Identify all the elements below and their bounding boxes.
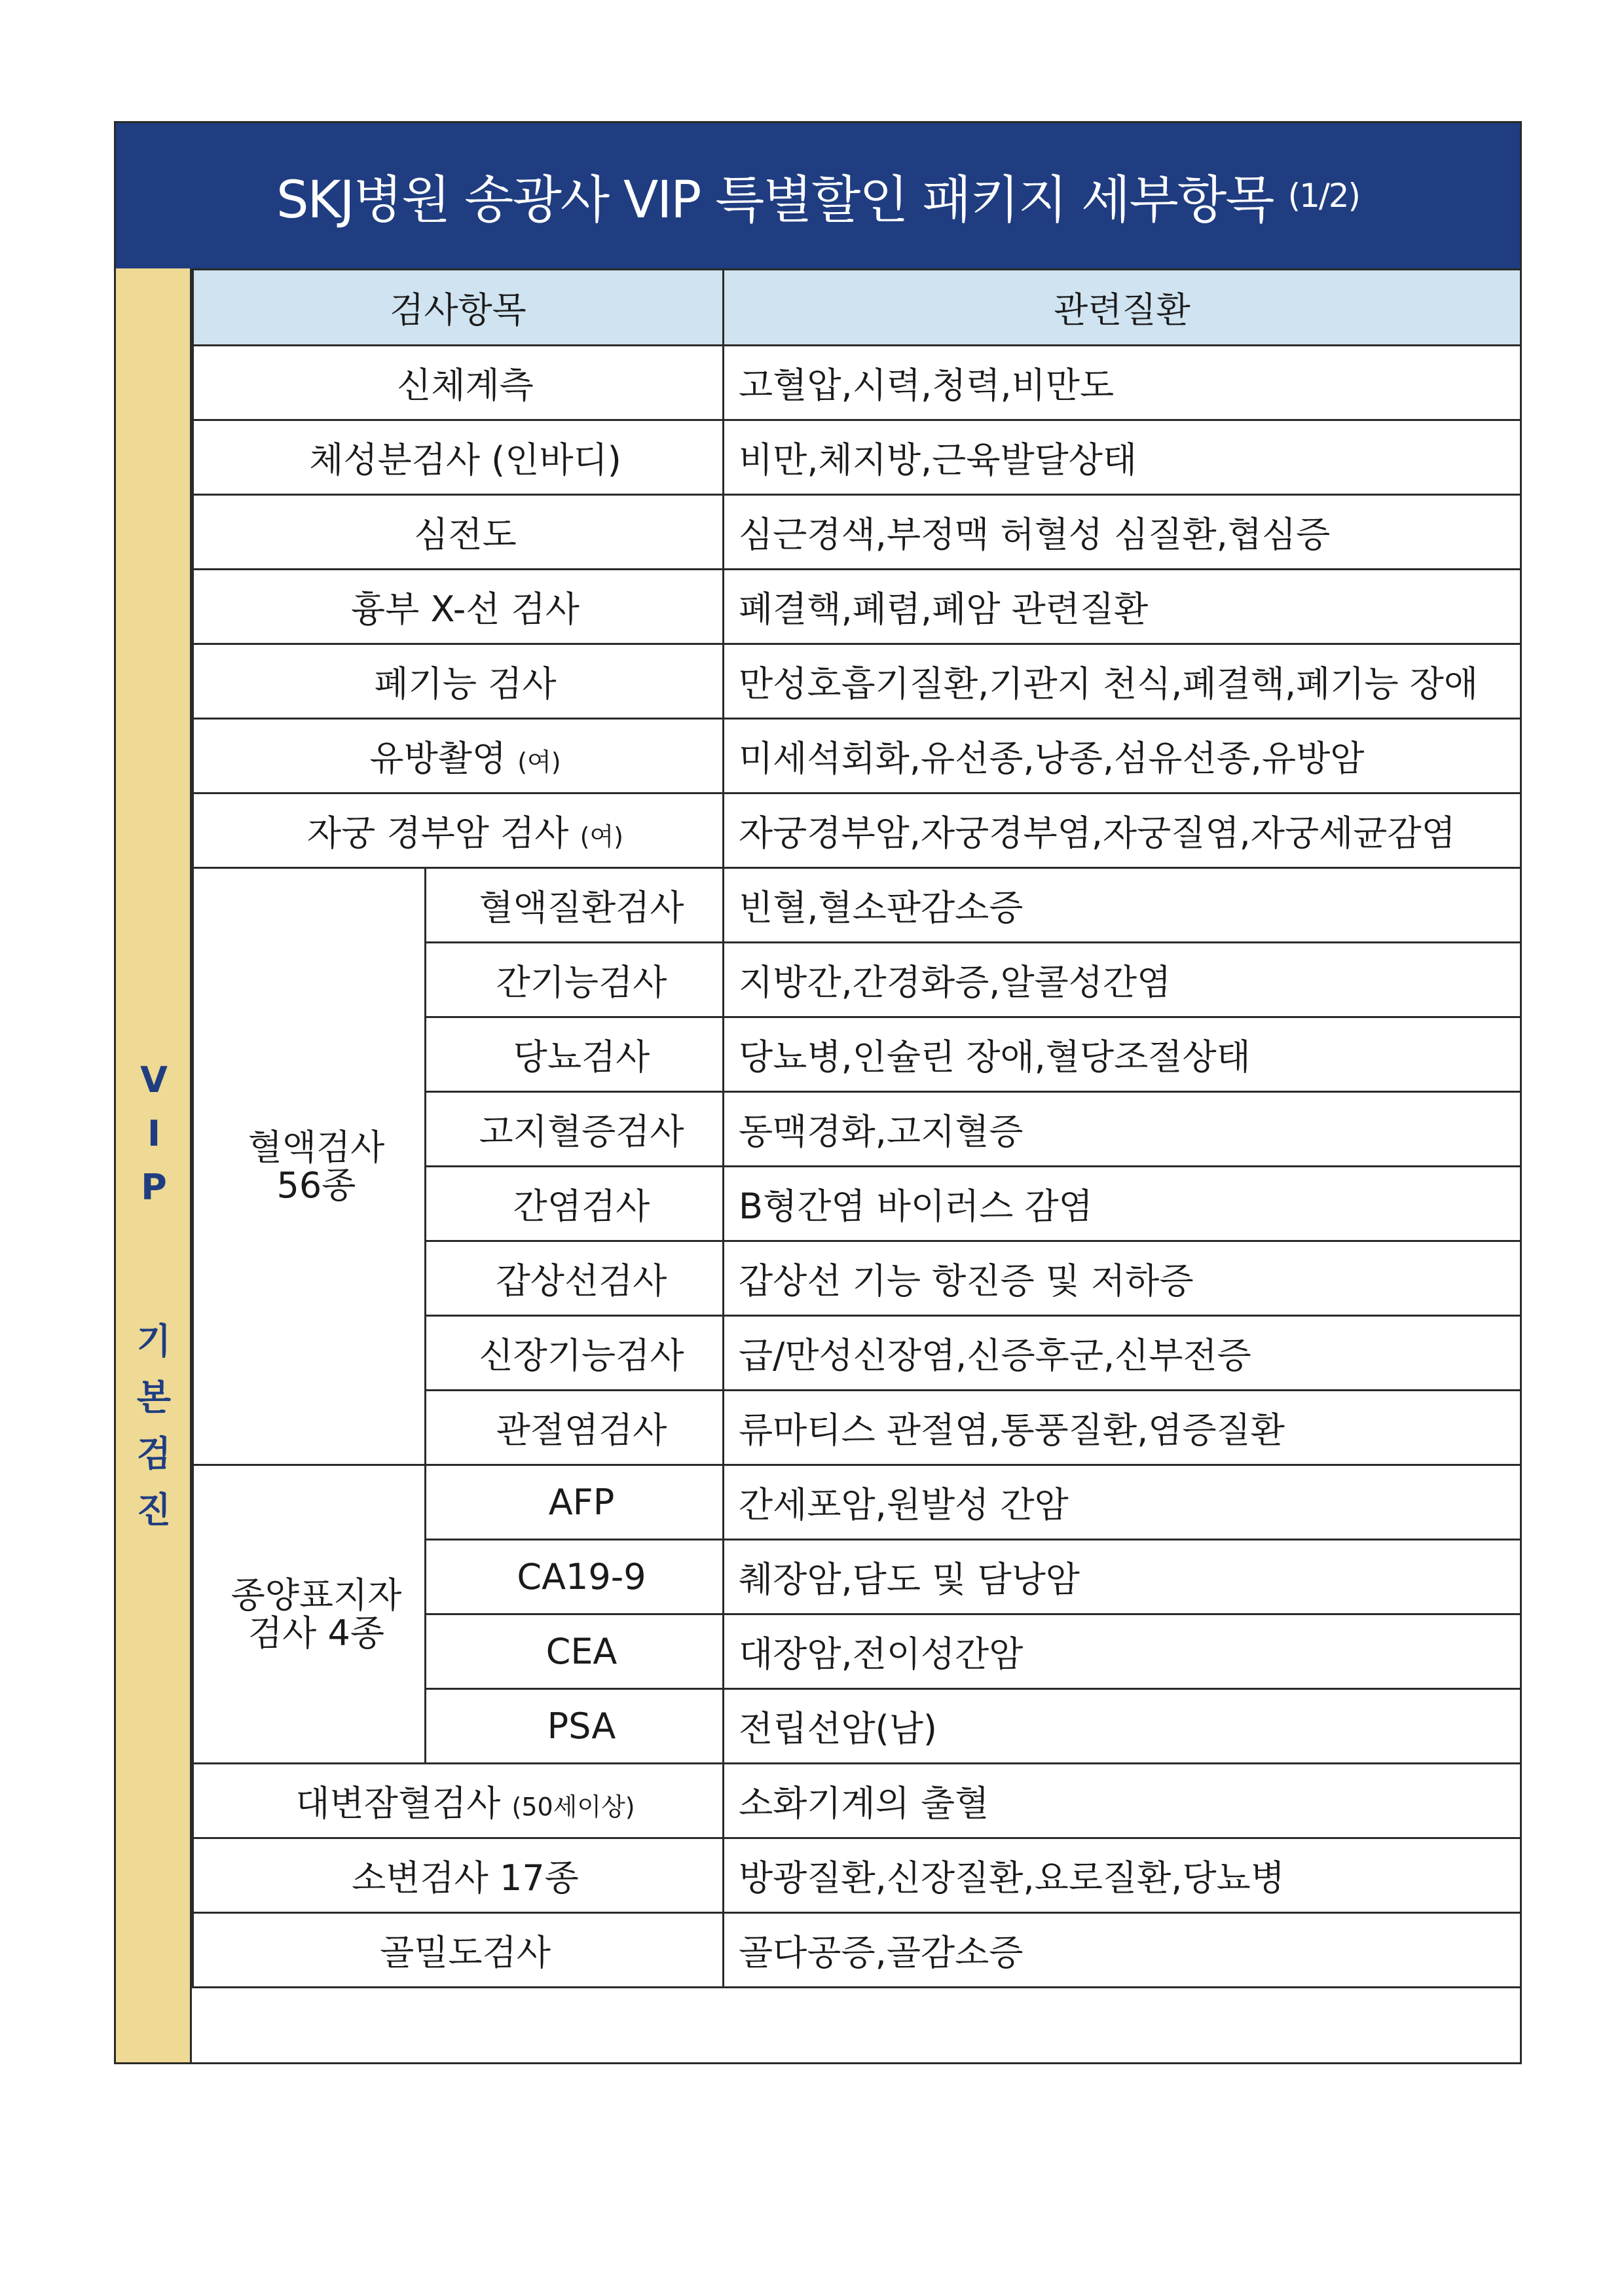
- table-row: [193, 495, 1521, 570]
- item-cell: 간기능검사: [426, 943, 724, 1017]
- disease-cell: 동맥경화,고지혈증: [724, 1092, 1521, 1167]
- item-cell: 관절염검사: [426, 1391, 724, 1465]
- table-row: [193, 719, 1521, 793]
- disease-cell: 고혈압,시력,청력,비만도: [724, 346, 1521, 420]
- disease-cell: 방광질환,신장질환,요로질환,당뇨병: [724, 1838, 1521, 1913]
- disease-cell: 급/만성신장염,신증후군,신부전증: [724, 1316, 1521, 1391]
- disease-cell: 골다공증,골감소증: [724, 1913, 1521, 1988]
- item-cell: [193, 793, 724, 868]
- item-cell: 당뇨검사: [426, 1017, 724, 1092]
- title-page-indicator: (1/2): [1287, 177, 1360, 215]
- item-cell: CEA: [426, 1614, 724, 1689]
- disease-cell: 소화기계의 출혈: [724, 1764, 1521, 1838]
- title-main: SKJ병원 송광사 VIP 특별할인 패키지 세부항목: [276, 171, 1274, 230]
- item-cell: CA19-9: [426, 1540, 724, 1614]
- disease-cell: 간세포암,원발성 간암: [724, 1465, 1521, 1540]
- table-row: [193, 644, 1521, 719]
- side-letter: P: [141, 1167, 167, 1208]
- disease-cell: 만성호흡기질환,기관지 천식,폐결핵,폐기능 장애: [724, 644, 1521, 719]
- disease-cell: 심근경색,부정맥 허혈성 심질환,협심증: [724, 495, 1521, 570]
- disease-cell: 갑상선 기능 항진증 및 저하증: [724, 1241, 1521, 1316]
- page-title: [116, 123, 1520, 268]
- item-cell: [193, 719, 724, 793]
- item-label: 흉부 X-선 검사: [351, 589, 580, 630]
- checkup-table: [192, 268, 1522, 1988]
- disease-cell: 췌장암,담도 및 담낭암: [724, 1540, 1521, 1614]
- group-label-line: 검사 4종: [248, 1612, 384, 1654]
- table-row: [193, 1913, 1521, 1988]
- table-row: [193, 1465, 1521, 1540]
- item-cell: [193, 495, 724, 570]
- side-letter: 진: [136, 1489, 172, 1531]
- header-disease: 관련질환: [724, 270, 1521, 346]
- item-cell: [193, 1838, 724, 1913]
- header-item: 검사항목: [193, 270, 724, 346]
- item-cell: 간염검사: [426, 1167, 724, 1241]
- item-cell: [193, 420, 724, 495]
- item-label: 신체계측: [397, 365, 534, 406]
- disease-cell: 미세석회화,유선종,낭종,섬유선종,유방암: [724, 719, 1521, 793]
- item-cell: 신장기능검사: [426, 1316, 724, 1391]
- blood-test-group-label: [193, 868, 426, 1465]
- disease-cell: 자궁경부암,자궁경부염,자궁질염,자궁세균감염: [724, 793, 1521, 868]
- item-label: 체성분검사 (인바디): [309, 439, 621, 481]
- group-label-line: 56종: [276, 1164, 356, 1206]
- item-cell: PSA: [426, 1689, 724, 1764]
- side-letter: 기: [136, 1321, 172, 1362]
- item-label: 대변잠혈검사: [295, 1783, 501, 1824]
- item-label: 소변검사 17종: [352, 1857, 579, 1899]
- table-header-row: [193, 270, 1521, 346]
- group-label-line: 종양표지자: [231, 1574, 402, 1616]
- item-cell: [193, 644, 724, 719]
- side-letter: I: [147, 1113, 161, 1154]
- table-row: [193, 1838, 1521, 1913]
- disease-cell: 류마티스 관절염,통풍질환,염증질환: [724, 1391, 1521, 1465]
- table-row: [193, 346, 1521, 420]
- side-letter: V: [140, 1059, 168, 1101]
- item-cell: 혈액질환검사: [426, 868, 724, 943]
- group-label-line: 혈액검사: [248, 1126, 385, 1168]
- disease-cell: 비만,체지방,근육발달상태: [724, 420, 1521, 495]
- item-cell: [193, 570, 724, 644]
- item-cell: 갑상선검사: [426, 1241, 724, 1316]
- item-note: (50세이상): [511, 1793, 635, 1821]
- table-row: [193, 868, 1521, 943]
- item-cell: 고지혈증검사: [426, 1092, 724, 1167]
- item-note: (여): [517, 748, 561, 776]
- disease-cell: 당뇨병,인슐린 장애,혈당조절상태: [724, 1017, 1521, 1092]
- item-label: 자궁 경부암 검사: [306, 812, 569, 854]
- table-row: [193, 793, 1521, 868]
- disease-cell: 전립선암(남): [724, 1689, 1521, 1764]
- vip-side-label: [116, 268, 192, 2062]
- disease-cell: 대장암,전이성간암: [724, 1614, 1521, 1689]
- disease-cell: 지방간,간경화증,알콜성간염: [724, 943, 1521, 1017]
- table-row: [193, 570, 1521, 644]
- table-row: [193, 1764, 1521, 1838]
- side-letter: 본: [136, 1377, 172, 1418]
- side-letter: 검: [136, 1433, 172, 1474]
- item-cell: [193, 1913, 724, 1988]
- item-note: (여): [580, 822, 623, 851]
- item-label: 골밀도검사: [380, 1932, 551, 1973]
- tumor-marker-group-label: [193, 1465, 426, 1764]
- disease-cell: 빈혈,혈소판감소증: [724, 868, 1521, 943]
- item-label: 심전도: [414, 514, 517, 555]
- package-sheet: [114, 121, 1522, 2064]
- table-row: [193, 420, 1521, 495]
- item-label: 유방촬영: [369, 738, 507, 779]
- item-cell: [193, 346, 724, 420]
- disease-cell: B형간염 바이러스 감염: [724, 1167, 1521, 1241]
- item-label: 폐기능 검사: [374, 663, 557, 704]
- disease-cell: 폐결핵,폐렴,폐암 관련질환: [724, 570, 1521, 644]
- item-cell: AFP: [426, 1465, 724, 1540]
- item-cell: [193, 1764, 724, 1838]
